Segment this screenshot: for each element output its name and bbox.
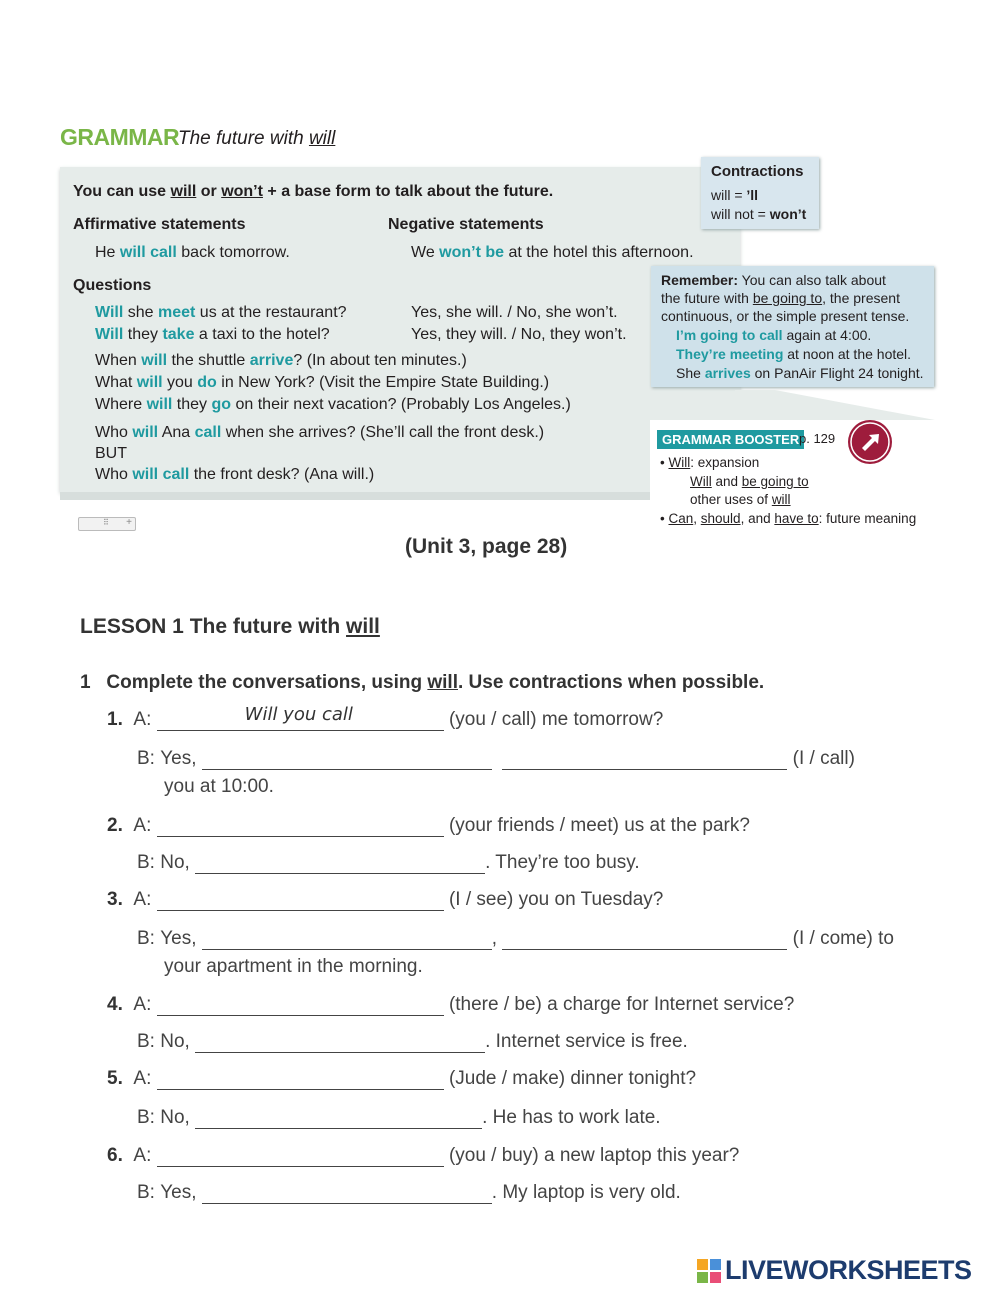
exercise-item-3-continuation: your apartment in the morning. — [164, 956, 423, 977]
affirmative-example: He will call back tomorrow. — [95, 244, 290, 261]
booster-subitem: Will and be going to — [690, 474, 809, 489]
answer-blank[interactable] — [202, 749, 492, 770]
question-example: Will they take a taxi to the hotel? — [95, 326, 330, 343]
affirmative-heading: Affirmative statements — [73, 216, 246, 233]
exercise-item-2-a: 2. A: (your friends / meet) us at the park? — [107, 815, 750, 836]
grammar-subtitle: The future with will — [178, 128, 336, 149]
question-example: Where will they go on their next vacation? (Probably Los Angeles.) — [95, 396, 571, 413]
answer-blank[interactable] — [202, 1183, 492, 1204]
booster-item: • Can, should, and have to: future meaning — [660, 511, 917, 526]
exercise-item-6-a: 6. A: (you / buy) a new laptop this year? — [107, 1145, 740, 1166]
exercise-item-4-a: 4. A: (there / be) a charge for Internet service? — [107, 994, 795, 1015]
exercise-item-3-b: B: Yes, , (I / come) to — [137, 928, 894, 949]
answer-blank[interactable] — [195, 1108, 482, 1129]
booster-item: • Will: expansion — [660, 455, 760, 470]
answer-blank[interactable] — [502, 749, 787, 770]
question-example: Will she meet us at the restaurant? — [95, 304, 347, 321]
answer-example: Yes, they will. / No, they won’t. — [411, 326, 627, 343]
remember-example: I’m going to call again at 4:00. — [676, 327, 872, 343]
exercise-item-2-b: B: No, . They’re too busy. — [137, 852, 640, 873]
grammar-box-shadow — [60, 492, 740, 500]
booster-subitem: other uses of will — [690, 492, 791, 507]
slider-control[interactable] — [78, 517, 136, 531]
grammar-heading: GRAMMAR — [60, 124, 180, 150]
contraction-line: will not = won’t — [711, 206, 807, 222]
exercise-instruction: 1 Complete the conversations, using will. Use contractions when possible. — [80, 672, 765, 693]
answer-blank[interactable] — [502, 929, 787, 950]
answer-blank[interactable] — [195, 853, 485, 874]
unit-reference: (Unit 3, page 28) — [405, 535, 568, 558]
answer-blank[interactable] — [157, 816, 444, 837]
answer-blank[interactable] — [157, 1146, 444, 1167]
exercise-item-5-b: B: No, . He has to work late. — [137, 1107, 661, 1128]
but-label: BUT — [95, 445, 127, 462]
answer-blank[interactable] — [157, 1069, 444, 1090]
question-example: What will you do in New York? (Visit the Empire State Building.) — [95, 374, 550, 391]
exercise-item-4-b: B: No, . Internet service is free. — [137, 1031, 688, 1052]
remember-example: They’re meeting at noon at the hotel. — [676, 346, 912, 362]
exercise-item-5-a: 5. A: (Jude / make) dinner tonight? — [107, 1068, 697, 1089]
exercise-item-1-a: 1. A: Will you call (you / call) me tomorrow? — [107, 704, 664, 730]
plus-icon: + — [126, 517, 132, 528]
exercise-item-1-continuation: you at 10:00. — [164, 776, 274, 797]
slider-grip-icon: ⠿ — [103, 518, 109, 527]
remember-line: continuous, or the simple present tense. — [661, 308, 910, 324]
lesson-title: LESSON 1 The future with will — [80, 615, 380, 638]
negative-heading: Negative statements — [388, 216, 544, 233]
liveworksheets-logo[interactable]: LIVEWORKSHEETS — [725, 1255, 972, 1285]
contractions-title: Contractions — [711, 163, 804, 180]
exercise-item-6-b: B: Yes, . My laptop is very old. — [137, 1182, 681, 1203]
answer-blank[interactable] — [157, 890, 444, 911]
question-example: Who will call the front desk? (Ana will.) — [95, 466, 375, 483]
question-example: Who will Ana call when she arrives? (She’ll call the front desk.) — [95, 424, 545, 441]
remember-line: the future with be going to, the present — [661, 290, 900, 306]
exercise-item-3-a: 3. A: (I / see) you on Tuesday? — [107, 889, 664, 910]
remember-line: Remember: You can also talk about — [661, 272, 886, 288]
negative-example: We won’t be at the hotel this afternoon. — [411, 244, 694, 261]
answer-example: Yes, she will. / No, she won’t. — [411, 304, 618, 321]
questions-heading: Questions — [73, 277, 152, 294]
booster-arrow-icon — [848, 420, 892, 464]
answer-blank[interactable] — [202, 929, 492, 950]
answer-blank[interactable] — [195, 1032, 485, 1053]
booster-page: p. 129 — [799, 431, 836, 446]
contraction-line: will = ’ll — [711, 187, 759, 203]
liveworksheets-logo-icon — [697, 1259, 721, 1283]
remember-example: She arrives on PanAir Flight 24 tonight. — [676, 365, 924, 381]
exercise-item-1-b: B: Yes, (I / call) — [137, 748, 855, 769]
question-example: When will the shuttle arrive? (In about ten minutes.) — [95, 352, 467, 369]
answer-blank[interactable] — [157, 995, 444, 1016]
grammar-intro: You can use will or won’t + a base form to talk about the future. — [73, 183, 554, 200]
grammar-booster-tag: GRAMMAR BOOSTER — [657, 430, 804, 449]
handwritten-answer: Will you call — [244, 704, 353, 725]
